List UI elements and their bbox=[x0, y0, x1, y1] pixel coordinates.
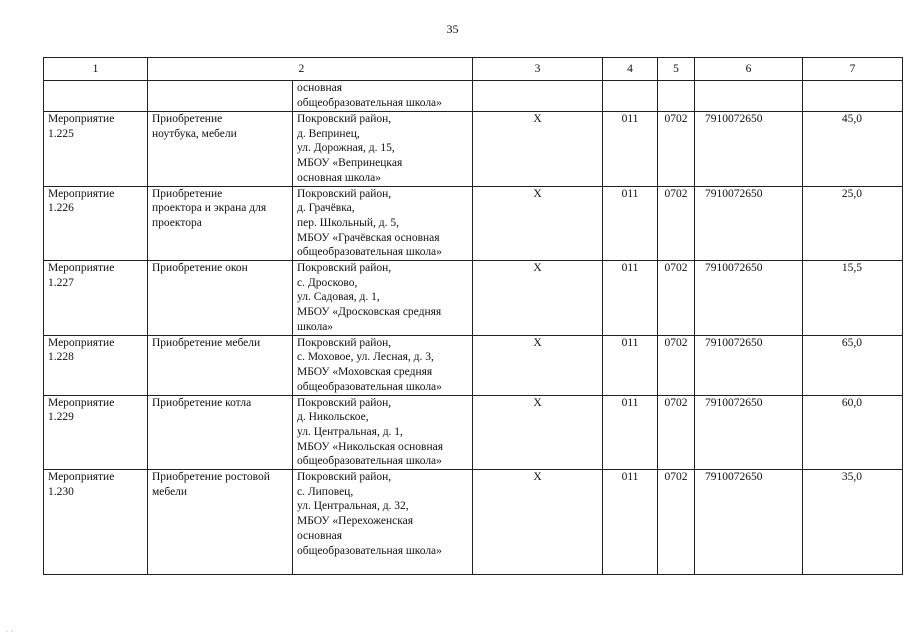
address-cell: Покровский район, с. Липовец, ул. Центральная, д. 32, МБОУ «Перехоженская основная общеобразовательная школа» bbox=[293, 470, 473, 575]
name-cell: Приобретение ноутбука, мебели bbox=[148, 112, 293, 187]
amount-cell: 35,0 bbox=[803, 470, 903, 575]
continuation-event bbox=[44, 81, 148, 112]
event-cell: Мероприятие 1.230 bbox=[44, 470, 148, 575]
kcsr-cell: 7910072650 bbox=[695, 186, 803, 261]
code-cell: 011 bbox=[603, 112, 658, 187]
address-cell: Покровский район, д. Вепринец, ул. Дорожная, д. 15, МБОУ «Вепринецкая основная школа» bbox=[293, 112, 473, 187]
table-row bbox=[44, 186, 903, 261]
address-cell: Покровский район, д. Грачёвка, пер. Школьный, д. 5, МБОУ «Грачёвская основная общеобразовательная школа» bbox=[293, 186, 473, 261]
name-cell: Приобретение ростовой мебели bbox=[148, 470, 293, 575]
section-cell: 0702 bbox=[658, 335, 695, 395]
continuation-col5 bbox=[658, 81, 695, 112]
header-row bbox=[44, 58, 903, 81]
name-cell: Приобретение котла bbox=[148, 395, 293, 470]
header-col-3: 3 bbox=[473, 58, 603, 81]
continuation-col3 bbox=[473, 81, 603, 112]
col3-cell: Х bbox=[473, 470, 603, 575]
header-col-1b bbox=[148, 58, 293, 81]
continuation-row bbox=[44, 81, 903, 112]
continuation-col6 bbox=[695, 81, 803, 112]
continuation-col7 bbox=[803, 81, 903, 112]
event-cell: Мероприятие 1.226 bbox=[44, 186, 148, 261]
kcsr-cell: 7910072650 bbox=[695, 335, 803, 395]
address-cell: Покровский район, с. Дросково, ул. Садовая, д. 1, МБОУ «Дросковская средняя школа» bbox=[293, 261, 473, 336]
event-cell: Мероприятие 1.229 bbox=[44, 395, 148, 470]
continuation-col4 bbox=[603, 81, 658, 112]
continuation-name bbox=[148, 81, 293, 112]
kcsr-cell: 7910072650 bbox=[695, 261, 803, 336]
event-cell: Мероприятие 1.228 bbox=[44, 335, 148, 395]
col3-cell: Х bbox=[473, 395, 603, 470]
section-cell: 0702 bbox=[658, 261, 695, 336]
table-row bbox=[44, 335, 903, 395]
amount-cell: 25,0 bbox=[803, 186, 903, 261]
page-number: 35 bbox=[446, 22, 459, 36]
section-cell: 0702 bbox=[658, 395, 695, 470]
name-cell: Приобретение проектора и экрана для проектора bbox=[148, 186, 293, 261]
budget-table bbox=[43, 57, 903, 575]
code-cell: 011 bbox=[603, 186, 658, 261]
event-cell: Мероприятие 1.227 bbox=[44, 261, 148, 336]
code-cell: 011 bbox=[603, 335, 658, 395]
address-cell: Покровский район, с. Моховое, ул. Лесная, д. 3, МБОУ «Моховская средняя общеобразовательная школа» bbox=[293, 335, 473, 395]
amount-cell: 65,0 bbox=[803, 335, 903, 395]
code-cell: 011 bbox=[603, 395, 658, 470]
col3-cell: Х bbox=[473, 112, 603, 187]
table-row bbox=[44, 112, 903, 187]
event-cell: Мероприятие 1.225 bbox=[44, 112, 148, 187]
name-cell: Приобретение окон bbox=[148, 261, 293, 336]
code-cell: 011 bbox=[603, 470, 658, 575]
kcsr-cell: 7910072650 bbox=[695, 470, 803, 575]
name-cell: Приобретение мебели bbox=[148, 335, 293, 395]
kcsr-cell: 7910072650 bbox=[695, 112, 803, 187]
col3-cell: Х bbox=[473, 335, 603, 395]
amount-cell: 60,0 bbox=[803, 395, 903, 470]
header-col-5: 5 bbox=[658, 58, 695, 81]
header-col-6: 6 bbox=[695, 58, 803, 81]
amount-cell: 15,5 bbox=[803, 261, 903, 336]
col3-cell: Х bbox=[473, 261, 603, 336]
table-row bbox=[44, 395, 903, 470]
section-cell: 0702 bbox=[658, 470, 695, 575]
table-row bbox=[44, 470, 903, 575]
amount-cell: 45,0 bbox=[803, 112, 903, 187]
scan-mark: · · bbox=[6, 629, 15, 635]
col3-cell: Х bbox=[473, 186, 603, 261]
kcsr-cell: 7910072650 bbox=[695, 395, 803, 470]
code-cell: 011 bbox=[603, 261, 658, 336]
header-col-1: 1 bbox=[44, 58, 148, 81]
header-col-2: 2 bbox=[293, 58, 473, 81]
section-cell: 0702 bbox=[658, 186, 695, 261]
header-col-4: 4 bbox=[603, 58, 658, 81]
continuation-address: основная общеобразовательная школа» bbox=[293, 81, 473, 112]
table-row bbox=[44, 261, 903, 336]
address-cell: Покровский район, д. Никольское, ул. Центральная, д. 1, МБОУ «Никольская основная общеобразовательная школа» bbox=[293, 395, 473, 470]
header-col-7: 7 bbox=[803, 58, 903, 81]
section-cell: 0702 bbox=[658, 112, 695, 187]
